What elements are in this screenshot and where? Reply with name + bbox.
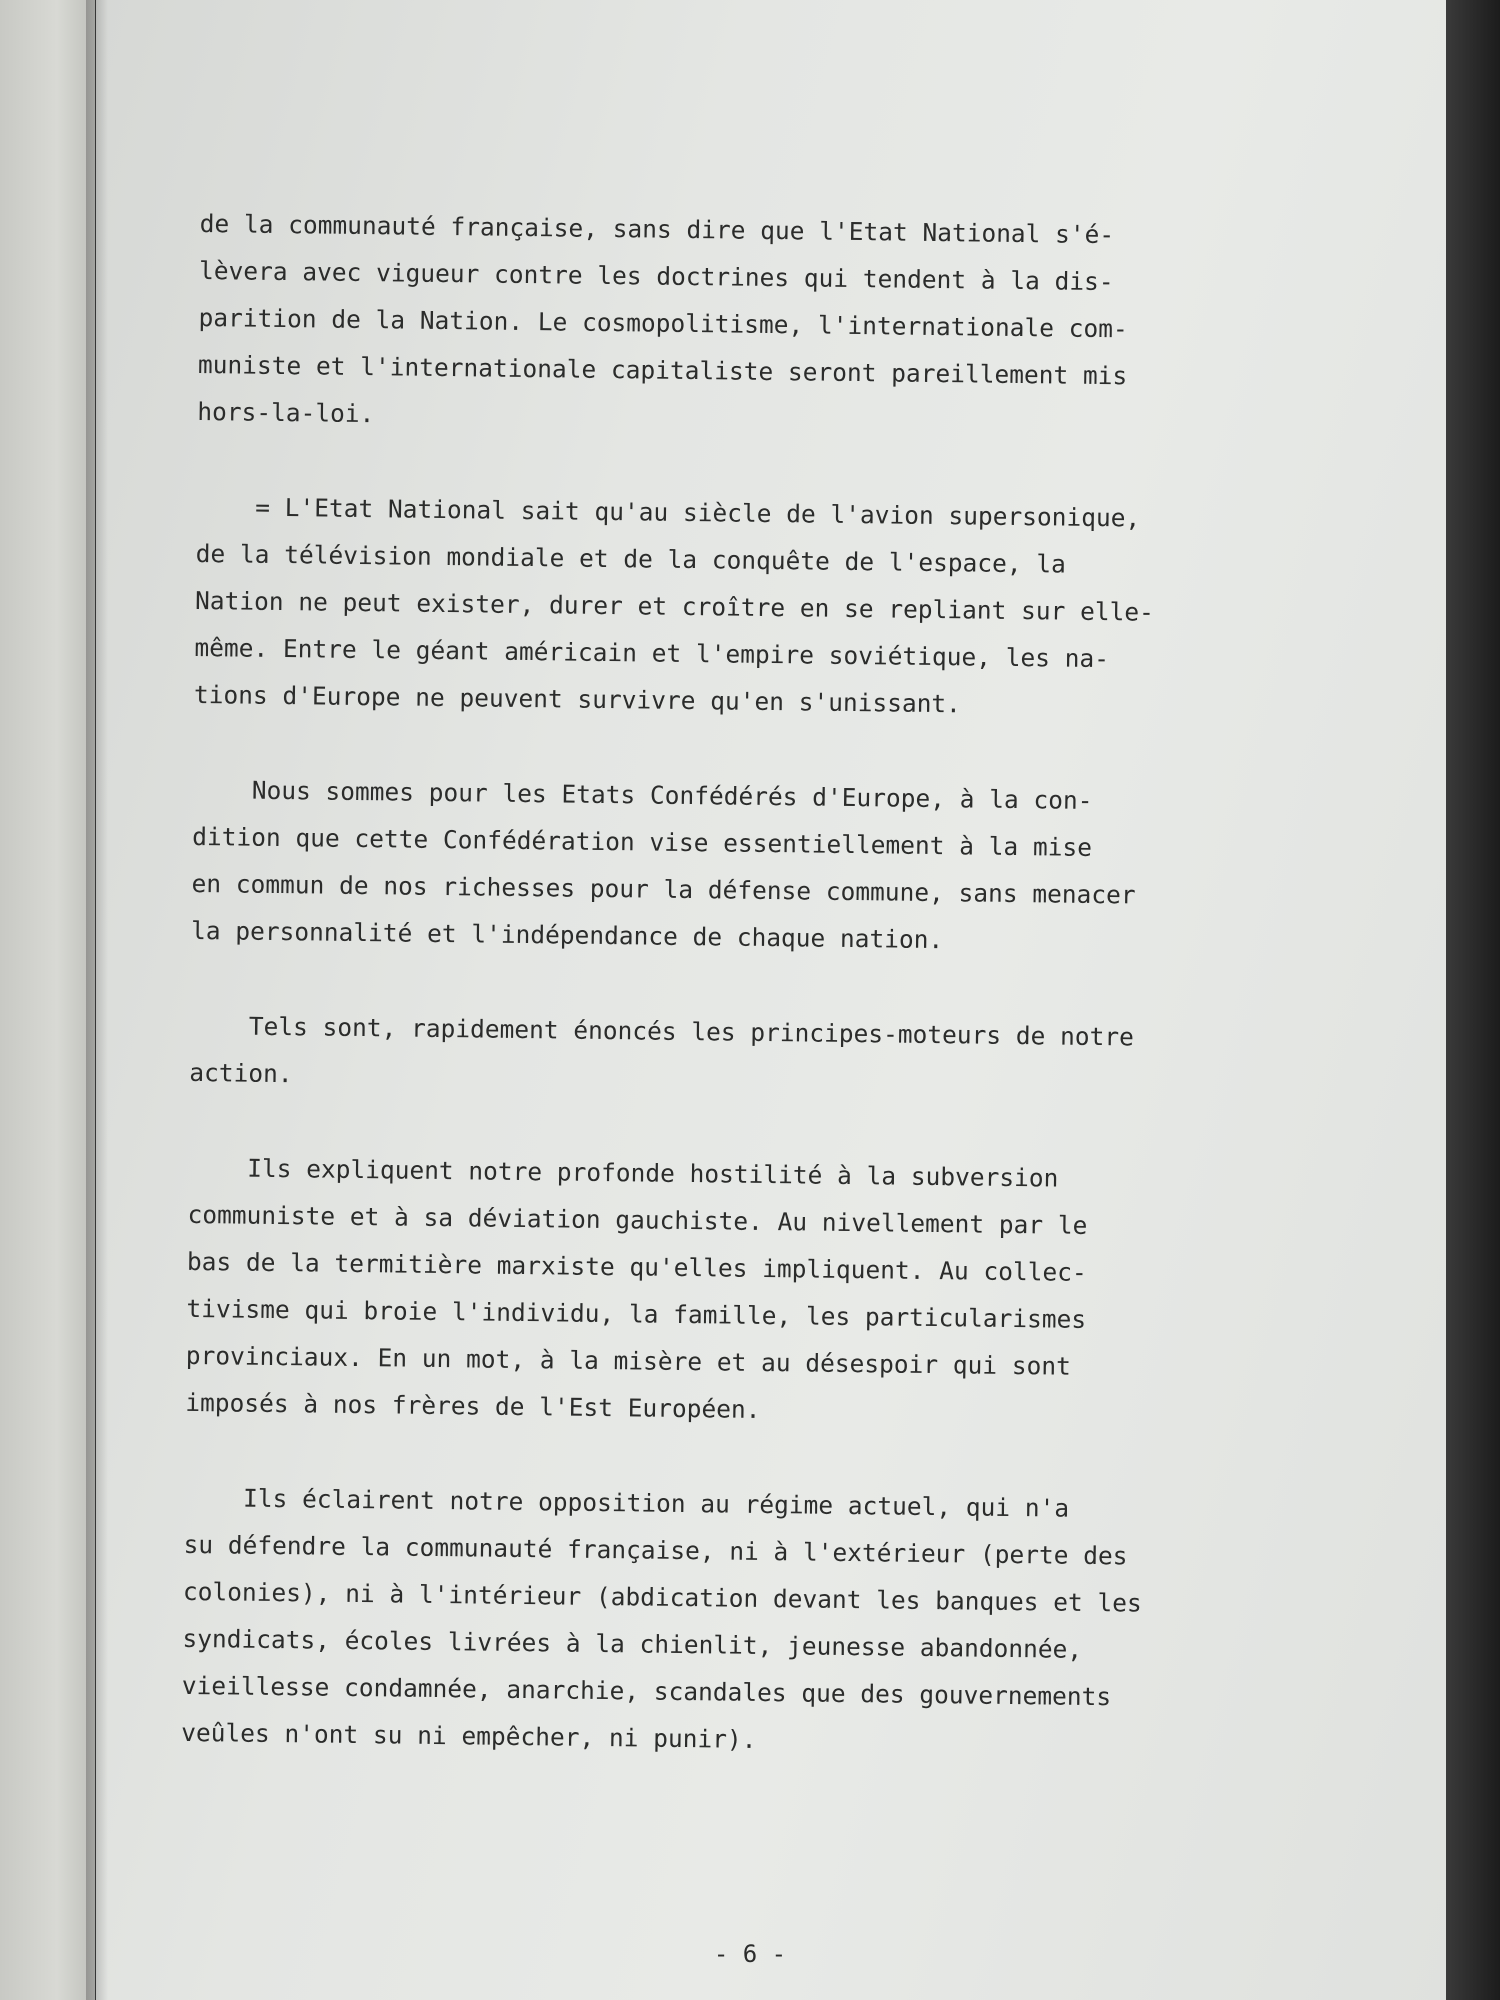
text-line: parition de la Nation. Le cosmopolitisme, l'internationale com-: [198, 302, 1128, 344]
page-number: - 6 -: [713, 1940, 787, 1968]
text-line: su défendre la communauté française, ni à l'extérieur (perte des: [183, 1529, 1128, 1571]
text-line: bas de la termitière marxiste qu'elles impliquent. Au collec-: [186, 1246, 1087, 1287]
text-line: Ils expliquent notre profonde hostilité à la subversion: [188, 1152, 1059, 1193]
text-line: de la télévision mondiale et de la conquête de l'espace, la: [195, 538, 1067, 579]
text-line: syndicats, écoles livrées à la chienlit, jeunesse abandonnée,: [182, 1623, 1083, 1664]
paragraph-6: [181, 1474, 1414, 1771]
paragraph-2: [194, 483, 1427, 733]
text-line: hors-la-loi.: [197, 396, 375, 429]
text-line: Nous sommes pour les Etats Confédérés d'Europe, à la con-: [192, 774, 1093, 815]
text-line: la personnalité et l'indépendance de chaque nation.: [190, 915, 944, 955]
text-line: tivisme qui broie l'individu, la famille, les particularismes: [186, 1293, 1087, 1334]
text-line: muniste et l'internationale capitaliste seront pareillement mis: [197, 349, 1128, 391]
paragraph-3: [191, 766, 1423, 969]
text-line: dition que cette Confédération vise essentiellement à la mise: [192, 821, 1093, 862]
text-line: même. Entre le géant américain et l'empire soviétique, les na-: [194, 632, 1110, 674]
text-line: = L'Etat National sait qu'au siècle de l'avion supersonique,: [196, 491, 1141, 533]
paragraph-1: [197, 200, 1430, 450]
text-line: Tels sont, rapidement énoncés les principes-moteurs de notre: [189, 1010, 1135, 1052]
text-line: vieillesse condamnée, anarchie, scandales que des gouvernements: [181, 1670, 1112, 1712]
text-line: imposés à nos frères de l'Est Européen.: [185, 1387, 761, 1424]
text-line: colonies), ni à l'intérieur (abdication devant les banques et les: [182, 1576, 1142, 1618]
dark-background-edge: [1446, 0, 1500, 2000]
text-line: de la communauté française, sans dire que l'Etat National s'é-: [199, 208, 1115, 250]
paragraph-4: [189, 1002, 1420, 1111]
text-line: veûles n'ont su ni empêcher, ni punir).: [181, 1717, 757, 1754]
text-line: communiste et à sa déviation gauchiste. Au nivellement par le: [187, 1199, 1088, 1240]
binding-shadow: [86, 0, 108, 2000]
text-line: Ils éclairent notre opposition au régime actuel, qui n'a: [183, 1482, 1070, 1523]
text-line: provinciaux. En un mot, à la misère et au désespoir qui sont: [185, 1340, 1072, 1381]
text-line: tions d'Europe ne peuvent survivre qu'en s'unissant.: [193, 679, 962, 719]
text-line: Nation ne peut exister, durer et croître en se repliant sur elle-: [194, 585, 1154, 627]
text-line: action.: [189, 1057, 293, 1089]
text-line: en commun de nos richesses pour la défense commune, sans menacer: [191, 868, 1136, 910]
text-line: lèvera avec vigueur contre les doctrines qui tendent à la dis-: [198, 255, 1114, 297]
paragraph-5: [185, 1144, 1418, 1441]
document-body: [180, 200, 1430, 1819]
adjacent-page-edge: [0, 0, 95, 2000]
